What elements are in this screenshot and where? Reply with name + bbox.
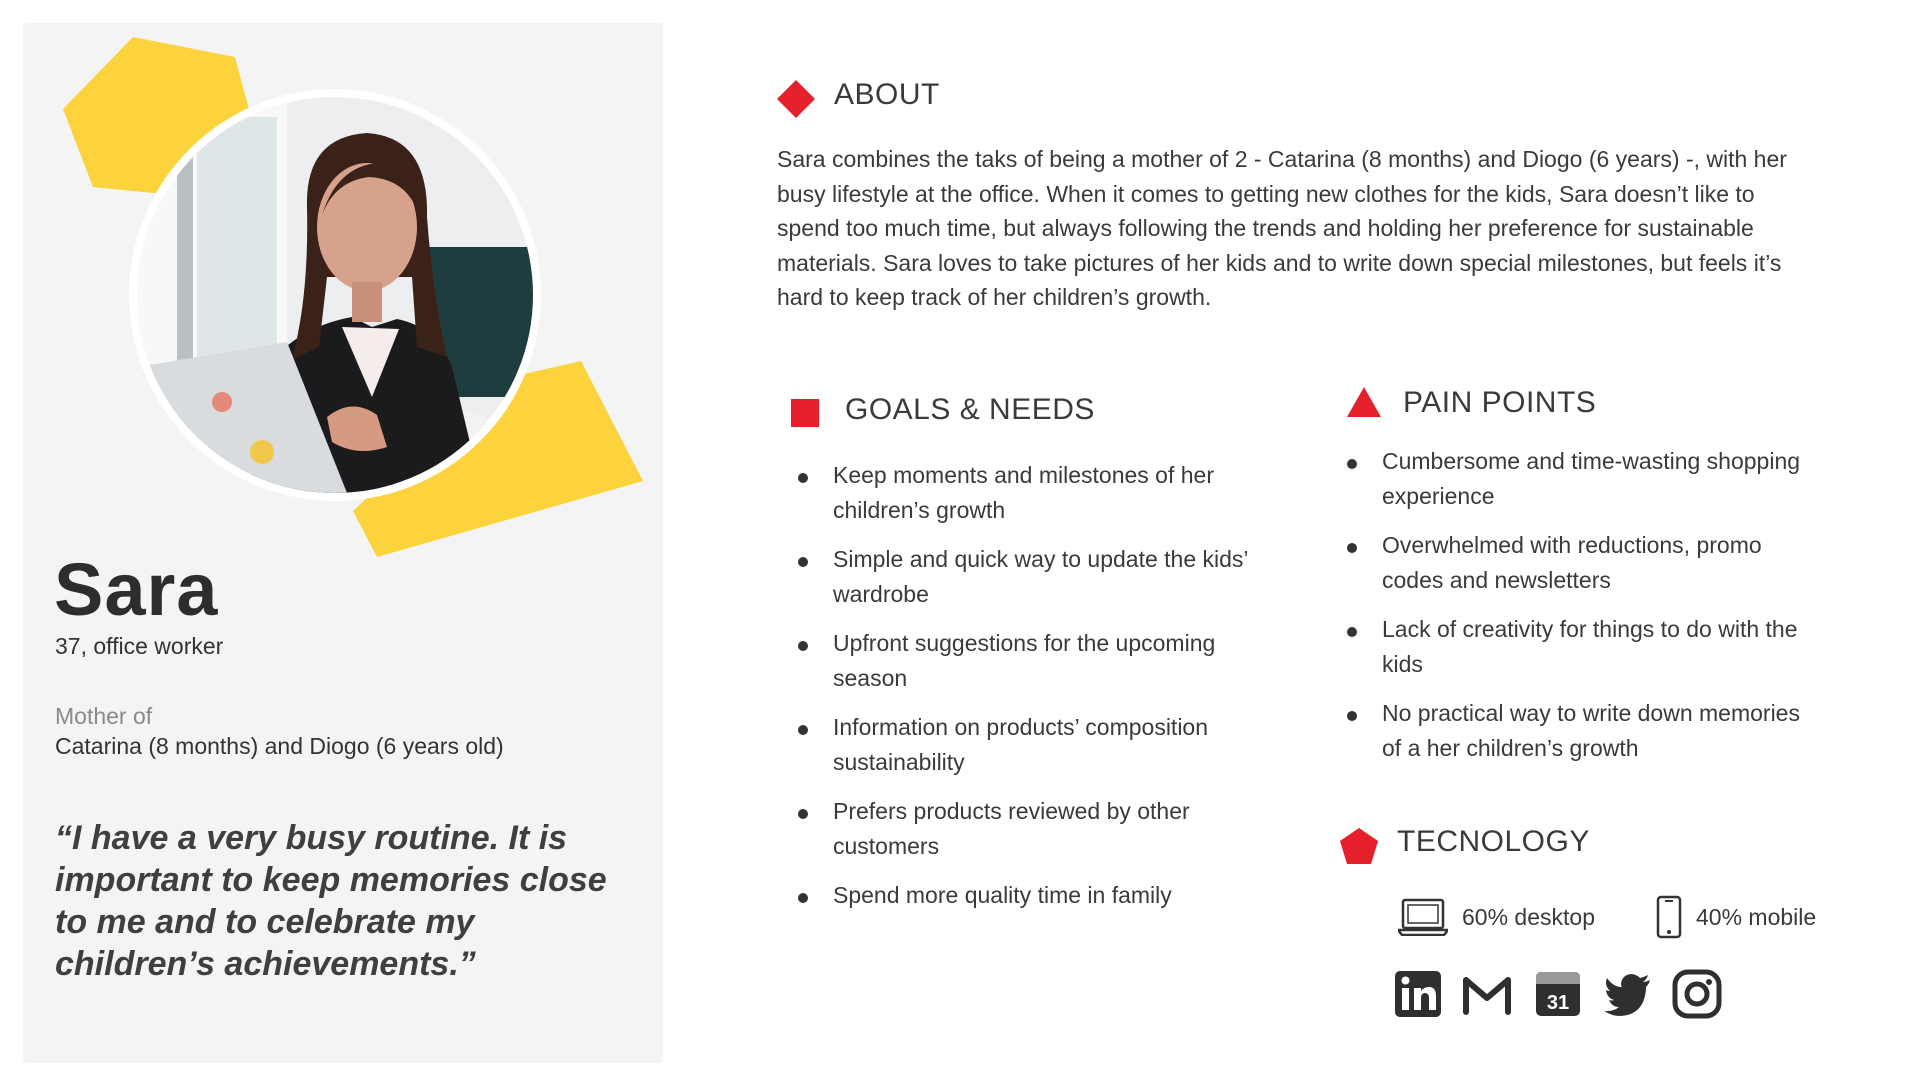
list-item: Cumbersome and time-wasting shopping experience [1346,444,1806,513]
pain-points-title: PAIN POINTS [1403,386,1597,419]
red-diamond-icon [777,80,815,118]
list-item: Spend more quality time in family [797,878,1267,913]
instagram-icon [1671,968,1723,1020]
laptop-icon [1398,898,1448,936]
linkedin-icon [1392,968,1444,1020]
technology-title: TECNOLOGY [1397,825,1590,858]
gmail-icon [1461,968,1513,1020]
persona-name: Sara [54,548,219,631]
red-pentagon-icon [1340,828,1378,864]
calendar-day-number: 31 [1546,992,1570,1014]
goals-title: GOALS & NEEDS [845,393,1095,426]
about-text: Sara combines the taks of being a mother of 2 - Catarina (8 months) and Diogo (6 years) -, with her busy lifestyle at the office. When it comes to getting new clothes for the kids, Sara doesn’t like to spend too much time, but always following the trends and holding her preference for sustainable materials. Sara loves to take pictures of her kids and to write down special milestones, but feels it’s hard to keep track of her children’s growth. [777,146,1787,310]
mobile-usage [1656,895,1816,939]
red-triangle-icon [1347,387,1381,417]
persona-photo [137,97,533,493]
list-item: Simple and quick way to update the kids’ wardrobe [797,542,1267,611]
mother-of-label: Mother of [55,703,153,729]
list-item: Keep moments and milestones of her children’s growth [797,458,1267,527]
list-item: Information on products’ composition sustainability [797,710,1267,779]
persona-age-occupation: 37, office worker [55,633,224,659]
about-title: ABOUT [834,78,940,111]
desktop-percentage: 60% desktop [1462,903,1595,930]
mobile-percentage: 40% mobile [1696,903,1817,930]
smartphone-icon [1656,895,1682,939]
persona-quote: “I have a very busy routine. It is important to keep memories close to me and to celebrate my children’s achievements.” [55,819,607,983]
google-calendar-icon [1532,968,1584,1020]
list-item: Upfront suggestions for the upcoming season [797,626,1267,695]
list-item: Prefers products reviewed by other customers [797,794,1267,863]
list-item: Overwhelmed with reductions, promo codes and newsletters [1346,528,1806,597]
desktop-usage [1398,898,1595,936]
twitter-icon [1602,968,1654,1020]
list-item: No practical way to write down memories of a her children’s growth [1346,696,1806,765]
red-square-icon [791,399,819,427]
list-item: Lack of creativity for things to do with the kids [1346,612,1806,681]
goals-list [797,458,1267,928]
persona-card [23,23,663,1063]
pain-points-list [1346,444,1806,780]
avatar [129,89,541,501]
mother-of-value: Catarina (8 months) and Diogo (6 years old) [55,733,504,759]
